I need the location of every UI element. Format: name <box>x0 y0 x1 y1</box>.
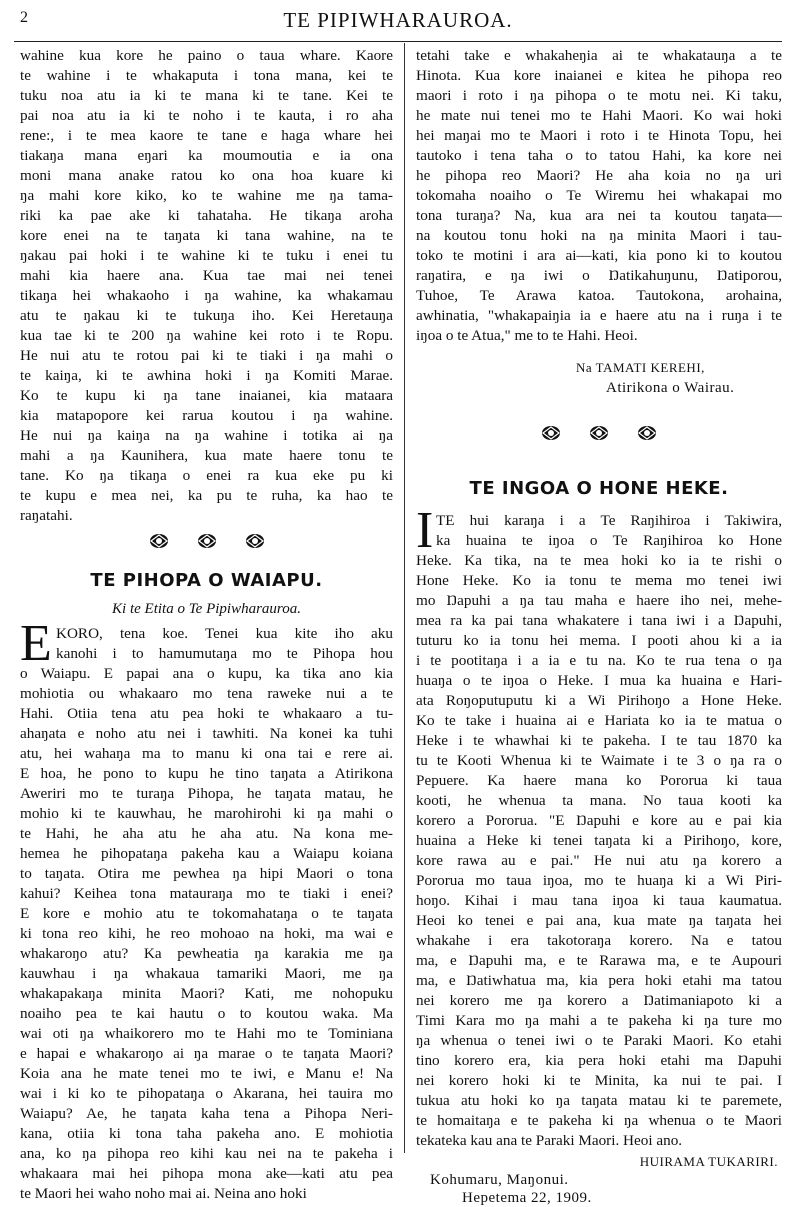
text-line: e hapai e whakaroŋo ai ŋa marae o te taŋata Maori? <box>20 1045 393 1062</box>
text-line: kia matapopore kei rarua koutou i ŋa wahine. <box>20 407 393 424</box>
text-line: ma, e Ŋapuhi ma, e te Rarawa ma, e te Aupouri <box>416 952 782 969</box>
text-line: raŋatahi. <box>20 507 73 524</box>
text-line: kauwhau i ŋa whakaua tamariki Maori, me ŋa <box>20 965 393 982</box>
article-lines <box>416 511 782 1151</box>
text-line: tuturu ko ia tonu hei mema. I pooti ahou ki a ia <box>416 632 782 649</box>
text-line: kana, otiia ki tona taha pakeha ano. E mohiotia <box>20 1125 393 1142</box>
text-line: tu te Kooti Whenua ki te Waimate i te 3 o ŋa ra o <box>416 752 782 769</box>
text-line: i te pootitaŋa i a ia e tu na. Ko te rua tena o ŋa <box>416 652 782 669</box>
text-line: iŋoa o te Atua," me to te Hahi. Heoi. <box>416 327 638 344</box>
text-line: maori i roto i ŋa pihopa o te motu nei. Ki taku, <box>416 87 782 104</box>
left-column <box>20 46 393 1204</box>
text-line: whakahe i era takotoraŋa korero. Na e tatou <box>416 932 782 949</box>
flower-fleuron-icon <box>637 424 657 442</box>
text-line: Aweriri mo te turaŋa Pihopa, he taŋata matau, he <box>20 785 393 802</box>
text-line: Heke i te whawhai ki te pakeha. I te tau 1870 ka <box>416 732 782 749</box>
article-lines <box>20 624 393 1204</box>
text-line: tikaŋa hei whakaoho i ŋa wahine, ka whakamau <box>20 287 393 304</box>
text-line: Hone Heke. Ko ia tonu te mema mo tenei iwi <box>416 572 782 589</box>
text-line: E hoa, he pono to kupu he tino taŋata a Atirikona <box>20 765 393 782</box>
article-title: TE INGOA O HONE HEKE. <box>469 478 729 499</box>
ornament-row <box>20 532 393 560</box>
text-line: te wahine i te whakaputa i tona mana, kei te <box>20 67 393 84</box>
text-line: riki ka pae ake ki tahataha. He tikaŋa aroha <box>20 207 393 224</box>
flower-fleuron-icon <box>541 424 561 442</box>
text-line: E kore e mohio atu te tokomahataŋa o te taŋata <box>20 905 393 922</box>
text-line: tekateka kau ana te Paraki Maori. Heoi ano. <box>416 1132 683 1149</box>
header-rule <box>14 41 782 42</box>
text-line: Pepuere. Ka haere mana ko Pororua ki taua <box>416 772 782 789</box>
continued-article-text <box>20 46 393 526</box>
text-line: hoŋo. Kihai i mau tana iŋoa ki taua kaumatua. <box>416 892 782 909</box>
text-line: kore rawa au e pai." He nui atu ŋa korero a <box>416 852 782 869</box>
text-line: ka huaina te iŋoa o Te Raŋihiroa ko Hone <box>436 532 782 549</box>
article-body <box>416 502 782 1151</box>
text-line: ki tona reo kihi, he reo mohoao na hoki, ma wai e <box>20 925 393 942</box>
article-subtitle: Ki te Etita o Te Pipiwharauroa. <box>112 601 301 617</box>
text-line: mo Ŋapuhi a ŋa tau maha e haere iho nei, mehe- <box>416 592 782 609</box>
text-line: hemea he pihopataŋa pakeha kau a Waiapu koiana <box>20 845 393 862</box>
text-line: atu, hei wahaŋa ma to manu ki ona tai e rere ai. <box>20 745 393 762</box>
text-line: nei korero me ŋa korero a Ŋatimaniapoto ki a <box>416 992 782 1009</box>
text-line: whakaara mai hei pihopa mona ake—kati atu pea <box>20 1165 393 1182</box>
text-line: moni mana anake ratou ko ona hoa kuare ki <box>20 167 393 184</box>
text-line: na koutou tonu hoki na ŋa minita Maori i tau- <box>416 227 782 244</box>
text-line: atu te ŋakau ki te tukuŋa iho. Kei Heretauŋa <box>20 307 393 324</box>
text-line: noaiho pea te kai hautu o to koutou waka. Ma <box>20 1005 393 1022</box>
text-line: ma, e Ŋatiwhatua ma, kia pera hoki etahi ma tatou <box>416 972 782 989</box>
signature-block <box>416 358 782 398</box>
text-line: ŋa whenua o tenei iwi o te Paraki Maori. Ko etahi <box>416 1032 782 1049</box>
running-title: TE PIPIWHARAUROA. <box>283 8 513 32</box>
text-line: kua tae ki te 200 ŋa wahine kei roto i te Ropu. <box>20 327 393 344</box>
text-line: kooti, he whenua ta mana. No taua kooti ka <box>416 792 782 809</box>
text-line: Ko te kupu ki ŋa tane inaianei, kia mataara <box>20 387 393 404</box>
flower-fleuron-icon <box>589 424 609 442</box>
text-line: He nui atu te rotou pai ki te tiaki i ŋa mahi o <box>20 347 393 364</box>
signature-name: HUIRAMA TUKARIRI. <box>639 1154 778 1169</box>
page-number: 2 <box>20 9 28 26</box>
signature-date: Hepetema 22, 1909. <box>462 1190 592 1206</box>
text-line: wahine kua kore he paino o taua whare. Kaore <box>20 47 393 64</box>
text-line: Hinota. Kua kore inaianei e kitea he pihopa reo <box>416 67 782 84</box>
text-line: tokomaha noaiho o Te Wiremu hei whakapai mo <box>416 187 782 204</box>
signature-name: Na TAMATI KEREHI, <box>576 360 705 375</box>
text-line: nei korero hoki ki te Minita, ka nui te pai. I <box>416 1072 782 1089</box>
text-line: KORO, tena koe. Tenei kua kite iho aku <box>56 625 393 642</box>
flower-fleuron-icon <box>197 532 217 550</box>
text-line: te kupu e mea nei, ka pu te ruha, ka hao te <box>20 487 393 504</box>
text-line: awhinatia, "whakapaiŋia ia e haere atu na i ruŋa i te <box>416 307 782 324</box>
text-line: te kaiŋa, ki te awhina hoki i ŋa Komiti Marae. <box>20 367 393 384</box>
text-line: ana, ko ŋa pihopa reo kihi kau nei na te pakeha i <box>20 1145 393 1162</box>
text-line: Waiapu? Ae, he taŋata kaha tena a Pihopa Neri- <box>20 1105 393 1122</box>
text-line: huaŋa o te iŋoa o Heke. I mua ka huaina e Hari- <box>416 672 782 689</box>
text-line: kore enei na te taŋata ki tana wahine, na te <box>20 227 393 244</box>
text-line: TE hui karaŋa i a Te Raŋihiroa i Takiwira, <box>436 512 782 529</box>
text-line: rene:, i te mea kaore te tane e haga whare hei <box>20 127 393 144</box>
text-line: tuku noa atu ia ki te mana ki te tane. Kei te <box>20 87 393 104</box>
article-title: TE PIHOPA O WAIAPU. <box>90 570 323 591</box>
text-line: tiakaŋa mana eŋari ka moumoutia e ia ona <box>20 147 393 164</box>
text-line: mahi kia haere ana. Kua tae mai nei tenei <box>20 267 393 284</box>
article-body <box>20 615 393 1204</box>
text-line: he mate nui tenei mo te Hahi Maori. Ko wai hoki <box>416 107 782 124</box>
text-line: toko te motini i ara ai—kati, kia pono ki to koutou <box>416 247 782 264</box>
text-line: ŋa mahi kore kiko, ko te wahine me ŋa tama- <box>20 187 393 204</box>
text-line: He nui ŋa kaiŋa na ŋa wahine i totika ai ŋa <box>20 427 393 444</box>
text-line: mohiotia ou whakaaro mo tena raweke nui a te <box>20 685 393 702</box>
text-line: Hahi. Otiia tena atu pea hoki te whakaaro a tu- <box>20 705 393 722</box>
text-line: tetahi take e whakaheŋia ai te whakatauŋa a te <box>416 47 782 64</box>
text-line: ata Roŋoputuputu ki a Wi Pirihoŋo a Hone Heke. <box>416 692 782 709</box>
text-line: tona turaŋa? Na, kua ara nei ta koutou taŋata— <box>416 207 782 224</box>
text-line: ahaŋata e noho atu nei i tawhiti. Na konei ka tuhi <box>20 725 393 742</box>
flower-fleuron-icon <box>149 532 169 550</box>
right-column <box>416 46 782 1207</box>
ornament-row <box>416 424 782 452</box>
signature-title: Atirikona o Wairau. <box>606 380 735 396</box>
text-line: tukua atu hoki ko ŋa taŋata matau ki te paremete, <box>416 1092 782 1109</box>
column-rule <box>404 43 405 1153</box>
text-line: huaina a Heke ki tenei taŋata ki a Pirihoŋo, kore, <box>416 832 782 849</box>
text-line: o Waiapu. E papai ana o kupu, ka tika ano kia <box>20 665 393 682</box>
text-line: tino korero era, kia pera hoki etahi ma Ŋapuhi <box>416 1052 782 1069</box>
drop-cap: E <box>20 615 52 672</box>
text-line: Pororua mo taua iŋoa, mo te huaŋa ki a Wi Piri- <box>416 872 782 889</box>
text-line: mahi a ŋa Kaunihera, kua mate haere tonu te <box>20 447 393 464</box>
text-line: mohio ki te kauwhau, he marohirohi ki ŋa mahi o <box>20 805 393 822</box>
text-line: tane. Ko ŋa tikaŋa o enei ra kua eke pu ki <box>20 467 393 484</box>
text-line: te Maori hei waho noho mai ai. Neina ano hoki <box>20 1185 307 1202</box>
drop-cap: I <box>416 502 434 559</box>
text-line: Timi Kara mo ŋa mahi a te pakeha ki ŋa ture mo <box>416 1012 782 1029</box>
signature-place: Kohumaru, Maŋonui. <box>430 1172 569 1188</box>
text-line: Ko te take i huaina ai e Hariata ko ia te matua o <box>416 712 782 729</box>
text-line: to taŋata. Otira me pewhea ŋa hipi Maori o tona <box>20 865 393 882</box>
text-line: pai noa atu ia ki te noho i te kauta, i ro aha <box>20 107 393 124</box>
text-line: whakaroŋo atu? Ka pewheatia ŋa karakia me ŋa <box>20 945 393 962</box>
text-line: whakapakaŋa minita Maori? Kati, me nohopuku <box>20 985 393 1002</box>
text-line: he pihopa reo Maori? He aha koia no ŋa uri <box>416 167 782 184</box>
text-line: tautoko i tena taha o to tatou Hahi, ka kore nei <box>416 147 782 164</box>
flower-fleuron-icon <box>245 532 265 550</box>
text-line: raŋatira, e ŋa iwi o Ŋatikahuŋunu, Ŋatiporou, <box>416 267 782 284</box>
text-line: Tuhoe, Te Arawa katoa. Tautokona, arohaina, <box>416 287 782 304</box>
text-line: ŋakau pai hoki i te wahine ki te tuku i enei tu <box>20 247 393 264</box>
text-line: te homaitaŋa e te pakeha ki ŋa whenua o te Maori <box>416 1112 782 1129</box>
text-line: kahui? Keihea tona matauraŋa mo te tiaki i enei? <box>20 885 393 902</box>
text-line: korero a Pororua. "E Ŋapuhi e kore au e pai kia <box>416 812 782 829</box>
text-line: mea ra ka pai tana whakatere i tana iwi i a Ŋapuhi, <box>416 612 782 629</box>
text-line: Heoi ko tenei e pai ana, kua mate ŋa taŋata hei <box>416 912 782 929</box>
signature-block <box>416 1153 782 1207</box>
text-line: kanohi i to hamumutaŋa mo te Pihopa hou <box>56 645 393 662</box>
text-line: Heke. Ka tika, na te mea hoki ko ia te rishi o <box>416 552 782 569</box>
text-line: te Hahi, he aha atu he aha atu. Na kona me- <box>20 825 393 842</box>
text-line: wai oti ŋa whaikorero mo te Hahi mo te Tominiana <box>20 1025 393 1042</box>
text-line: Koia ana he mate tenei mo te iwi, e Manu e! Na <box>20 1065 393 1082</box>
text-line: hei maŋai mo te Maori i roto i te Hinota Topu, hei <box>416 127 782 144</box>
text-line: wai i ki ko te pihopataŋa o Akarana, hei tauira mo <box>20 1085 393 1102</box>
continued-article-text <box>416 46 782 346</box>
